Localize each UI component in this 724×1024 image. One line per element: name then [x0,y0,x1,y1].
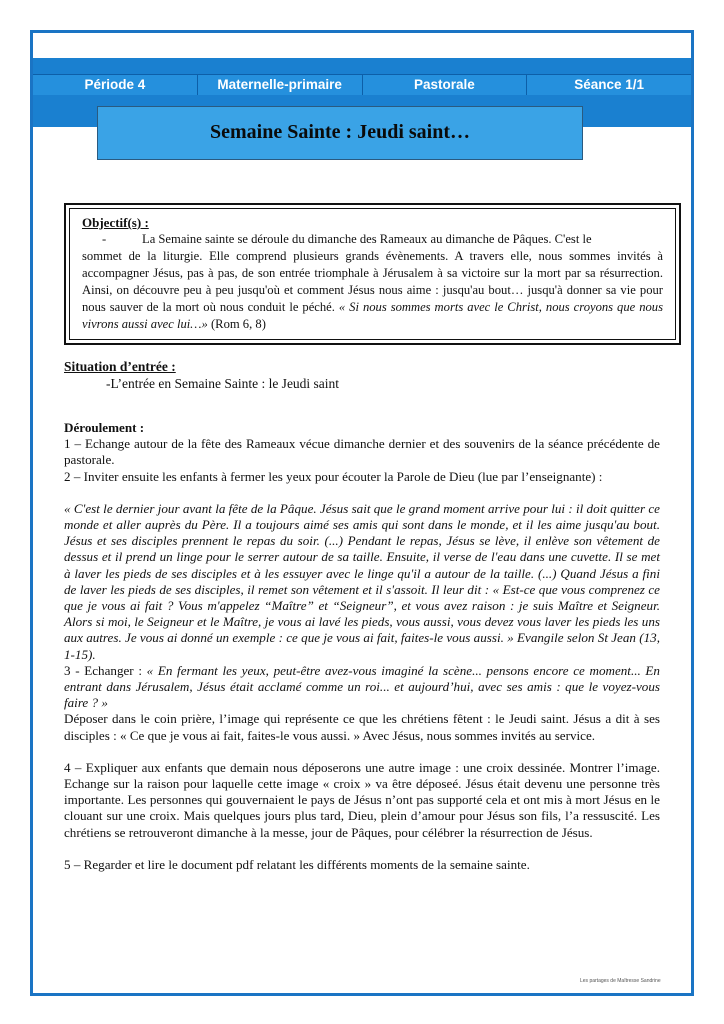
credit-text: Les partages de Maîtresse Sandrine [580,978,661,984]
header-row [33,74,691,96]
header-band-top [33,58,691,74]
objectif-inner [69,208,676,340]
deroulement-section [64,420,660,873]
header-periode: Période 4 [33,75,198,95]
header-matiere: Pastorale [363,75,528,95]
objectif-label: Objectif(s) : [82,215,149,230]
objectif-box [64,203,681,345]
step-3-prefix: 3 - Echanger : [64,662,142,678]
header-niveau: Maternelle-primaire [198,75,363,95]
objectif-body: sommet de la liturgie. Elle comprend plusieurs grands évènements. A travers elle, nous sommes invités à accompagner Jésus, pas à pas, de son entrée triomphale à Jérusalem à sa victoire sur la mort par sa résurrection. Ainsi, on découvre peu à peu jusqu'où et comment Jésus nous aime : jusqu'au bout… jusqu'à donner sa vie pour nous sauver de la mort où nous conduit le péché. [82,249,663,314]
step-2: 2 – Inviter ensuite les enfants à fermer les yeux pour écouter la Parole de Dieu (lue par l’enseignante) : [64,468,603,484]
step-1: 1 – Echange autour de la fête des Rameaux vécue dimanche dernier et des souvenirs de la séance précédente de pastorale. [64,436,660,468]
spacer [64,841,660,857]
objectif-first-text: La Semaine sainte se déroule du dimanche des Rameaux au dimanche de Pâques. C'est le [142,232,592,246]
step-4: 4 – Expliquer aux enfants que demain nous déposerons une autre image : une croix dessinée. Montrer l’image. Echange sur la raison pour laquelle cette image « croix » va être déposeé. Jésus était devenu une personne très importante. Les personnes qui gouvernaient le pays de Jésus n’ont pas supporté cela et ont mis à mort Jésus en le clouant sur une croix. Mais quelques jours plus tard, Dieu, plein d’amour pour Jésus son fils, l’a ressuscité. Les chrétiens se retrouveront dimanche à la messe, jour de Pâques, pour célébrer la résurrection de Jésus. [64,759,660,840]
situation-label: Situation d’entrée : [64,359,176,374]
spacer [64,485,660,501]
spacer [64,744,660,760]
title-box [97,106,583,160]
gospel-text: « C'est le dernier jour avant la fête de la Pâque. Jésus sait que le grand moment arrive pour lui : il doit quitter ce monde et aller auprès du Père. Il a toujours aimé ses amis qui sont dans le monde, et il les aime jusqu'au bout. Jésus et ses disciples prennent le repas du soir. (...) Pendant le repas, Jésus se lève, il enlève son vêtement de dessus et il prend un linge pour le serrer autour de sa taille. Ensuite, il verse de l'eau dans une cuvette. Il se met à laver les pieds de ses disciples et à les essuyer avec le linge qu'il a autour de la taille. (...) Quand Jésus a fini de laver les pieds de ses disciples, il remet son vêtement et il s'assoit. Il leur dit : « Est-ce que vous comprenez ce que je vous ai fait ? Vous m'appelez “Maître” et “Seigneur”, et vous avez raison : je suis Maître et Seigneur. Alors si moi, le Seigneur et le Maître, je vous ai lavé les pieds, vous aussi, vous devez vous laver les pieds les uns aux autres. Je vous ai donné un exemple : ce que je vous ai fait, faites-le vous aussi. » Evangile selon St Jean (13, 1-15). [64,500,660,662]
objectif-body-block [82,248,663,333]
step-3 [64,663,660,712]
situation-text: -L’entrée en Semaine Sainte : le Jeudi saint [106,376,340,391]
objectif-ref: (Rom 6, 8) [210,317,266,331]
step-3-quote: « En fermant les yeux, peut-être avez-vous imaginé la scène... pensons encore ce moment... En entrant dans Jérusalem, Jésus était acclamé comme un roi... et aujourd’hui, avec ses amis : que le voyez-vous faire ? » [64,662,660,711]
objectif-quote: « Si nous sommes morts avec le Christ, nous croyons que nous vivrons aussi avec lui…» [82,300,664,331]
deroulement-label: Déroulement : [64,420,145,435]
step-3-after: Déposer dans le coin prière, l’image qui représente ce que les chrétiens fêtent : le Jeudi saint. Jésus a dit à ses disciples : « Ce que je vous ai fait, faites-le vous aussi. » Avec Jésus, nous sommes invités au service. [64,711,660,743]
objectif-first-line [82,231,663,248]
step-5: 5 – Regarder et lire le document pdf relatant les différents moments de la semaine sainte. [64,856,530,872]
page-title: Semaine Sainte : Jeudi saint… [209,121,471,143]
objectif-dash: - [102,232,107,246]
header-seance: Séance 1/1 [574,77,645,92]
